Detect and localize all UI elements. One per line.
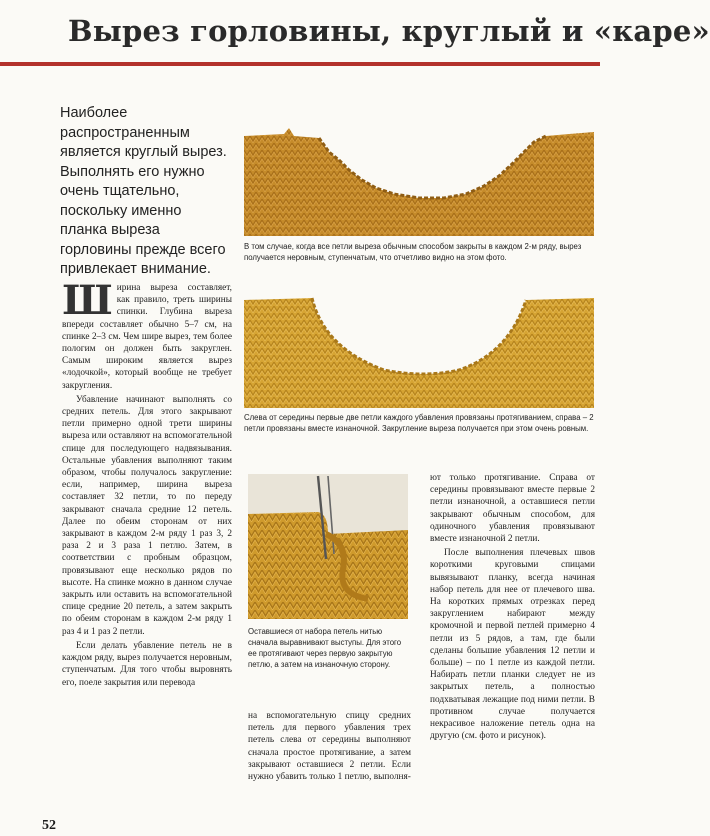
col1-paragraph-3: Если делать убавление петель не в каждом ряду, вырез получается неровным, ступенчатым. Для того чтобы выровнять его, поеле закрытия или перевода [62, 640, 232, 688]
body-column-3 [430, 472, 595, 742]
body-column-1 [62, 277, 232, 689]
page-number: 52 [42, 818, 56, 833]
drop-cap: Ш [62, 277, 113, 324]
photo2-caption: Слева от середины первые две петли каждого убавления провязаны протягиванием, справа – 2 петли провязаны вместе изнаночной. Закругление выреза получается при этом очень ровным. [244, 413, 594, 433]
photo3-caption: Оставшиеся от набора петель нитью сначала выравнивают выступы. Для этого ее протягивают через первую закрытую петлю, а затем на изнаночную сторону. [248, 627, 402, 669]
col3-paragraph-1: ют только протягивание. Справа от середины провязывают вместе первые 2 петли изнаночной, а оставшиеся петли закрывают обычным способом, для одиночного убавления провязывают вместе изнаночной 2 петли. [430, 473, 595, 545]
title-rule [0, 62, 600, 66]
page-title: Вырез горловины, круглый и «каре» [68, 14, 710, 48]
col1-paragraph-1: ирина выреза составляет, как правило, треть ширины спинки. Глубина выреза впереди составляет обычно 5–7 см, на спинке 2–3 см. Чем шире вырез, тем более пологим он должен быть закруглен. Самым широким является вырез «лодочкой», который вообще не требует закругления. [62, 283, 232, 391]
knit-photo-smooth-neckline [244, 278, 594, 408]
intro-text: Наиболее распространенным является круглый вырез. Выполнять его нужно очень тщательно, поскольку именно планка выреза горловины прежде всего привлекает внимание. [60, 105, 227, 277]
col1-paragraph-2: Убавление начинают выполнять со средних петель. Для этого закрывают петли примерно одной трети ширины выреза или оставляют на вспомогательной спице для последующего надвязывания. Остальные убавления выполняют таким образом, чтобы получалось закругление: если, например, ширина выреза составляет 32 петли, то по переду закрывают сначала средние 12 петель. Далее по обеим сторонам от них закрывают в каждом 2-м ряду 1 раз 3, 2 раза 2 и 3 раза 1 петлю. Затем, в соответствии с пробным образцом, провязывают еще несколько рядов по высоте. На спинке можно в данном случае закрыть или оставить на вспомогательной спице средние 20 петель, а затем закрыть по обеим сторонам в каждом 2-м ряду 1 раз 4 и 1 раз 2 петли. [62, 394, 232, 637]
col3-paragraph-2: После выполнения плечевых швов короткими круговыми спицами вывязывают планку, всегда начиная набор петель для нее от плечевого шва. На коротких прямых отрезках перед закруглением набирают между кромочной и первой петлей примерно 4 петли из 5 рядов, а там, где были сделаны большие убавления 12 петли и больше) – по 1 петле из каждой петли. Набирать петли планки следует не из закрытых петель, а полностью подхватывая лежащие под ними петли. В противном случае получается некрасивое наложение петель одна на другую (см. фото и рисунок). [430, 548, 595, 742]
body-column-2: на вспомогательную спицу средних петель для первого убавления трех петель слева от середины выполняют сначала простое протягивание, а затем закрывают оставшиеся 2 петли. Если нужно убавить только 1 петлю, выполня- [248, 711, 411, 783]
knit-photo-stepped-neckline [244, 108, 594, 236]
knit-photo-needle-thread [248, 474, 408, 619]
photo1-caption: В том случае, когда все петли выреза обычным способом закрыты в каждом 2-м ряду, вырез получается неровным, ступенчатым, что отчетливо видно на этом фото. [244, 242, 582, 262]
